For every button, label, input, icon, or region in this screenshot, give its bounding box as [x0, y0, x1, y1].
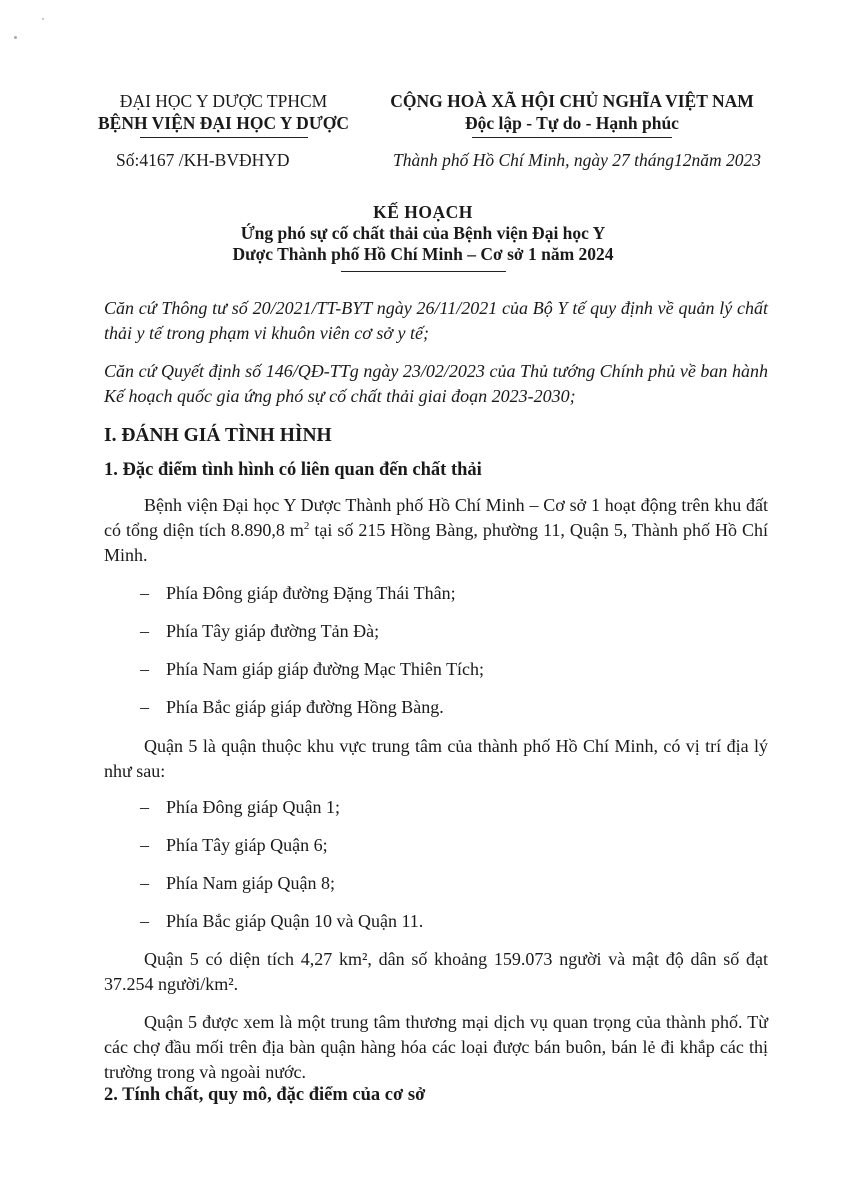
list-item-text: Phía Tây giáp Quận 6;: [166, 835, 328, 855]
national-header: [378, 90, 766, 138]
list-item-text: Phía Đông giáp đường Đặng Thái Thân;: [166, 583, 456, 603]
bullet-dash: –: [140, 873, 149, 893]
document-subtitle-line1: Ứng phó sự cố chất thải của Bệnh viện Đại học Y: [240, 223, 606, 243]
document-kind: KẾ HOẠCH: [373, 202, 473, 222]
list-item: [140, 873, 335, 894]
list-item-text: Phía Bắc giáp giáp đường Hồng Bàng.: [166, 697, 444, 717]
issue-date: Thành phố Hồ Chí Minh, ngày 27 tháng12năm 2023: [393, 150, 761, 170]
superscript: 2: [303, 520, 310, 532]
paragraph-site-text-b: tại số 215 Hồng Bàng, phường 11, Quận 5, Thành phố Hồ Chí Minh.: [104, 520, 769, 565]
document-subtitle-line2: Dược Thành phố Hồ Chí Minh – Cơ sở 1 năm 2024: [232, 244, 614, 264]
scan-speck: [14, 36, 17, 39]
issuer-block: [86, 90, 361, 138]
issuer-parent: ĐẠI HỌC Y DƯỢC TPHCM: [119, 91, 328, 111]
bullet-dash: –: [140, 621, 149, 641]
issuer-name: BỆNH VIỆN ĐẠI HỌC Y DƯỢC: [97, 113, 349, 133]
section-heading: I. ĐÁNH GIÁ TÌNH HÌNH: [104, 425, 332, 446]
list-item-text: Phía Nam giáp giáp đường Mạc Thiên Tích;: [166, 659, 485, 679]
document-number: Số:4167 /KH-BVĐHYD: [116, 150, 290, 170]
paragraph-district: Quận 5 là quận thuộc khu vực trung tâm của thành phố Hồ Chí Minh, có vị trí địa lý như sau:: [104, 736, 768, 781]
bullet-dash: –: [140, 697, 149, 717]
bullet-dash: –: [140, 583, 149, 603]
list-item: [140, 583, 456, 604]
scan-speck: [42, 18, 44, 20]
motto-underline: [472, 137, 672, 138]
legal-basis-1: Căn cứ Thông tư số 20/2021/TT-BYT ngày 26/11/2021 của Bộ Y tế quy định về quản lý chất thải y tế trong phạm vi khuôn viên cơ sở y tế;: [104, 298, 768, 343]
subsection-heading-1: 1. Đặc điểm tình hình có liên quan đến chất thải: [104, 460, 482, 480]
list-item-text: Phía Tây giáp đường Tản Đà;: [166, 621, 380, 641]
list-item: [140, 621, 379, 642]
list-item-text: Phía Nam giáp Quận 8;: [166, 873, 335, 893]
paragraph-site-text-a: Bệnh viện Đại học Y Dược Thành phố Hồ Chí Minh – Cơ sở 1 hoạt động trên khu đất có tổng diện tích 8.890,8 m: [104, 495, 768, 540]
bullet-dash: –: [140, 659, 149, 679]
list-item-text: Phía Bắc giáp Quận 10 và Quận 11.: [166, 911, 424, 931]
list-item: [140, 835, 328, 856]
paragraph-commerce: Quận 5 được xem là một trung tâm thương mại dịch vụ quan trọng của thành phố. Từ các chợ đầu mối trên địa bàn quận hàng hóa các loại được bán buôn, bán lẻ đi khắp các thị trường trong và ngoài nước.: [104, 1012, 768, 1082]
list-item: [140, 697, 444, 718]
legal-basis-2: Căn cứ Quyết định số 146/QĐ-TTg ngày 23/02/2023 của Thủ tướng Chính phủ về ban hành Kế hoạch quốc gia ứng phó sự cố chất thải giai đoạn 2023-2030;: [104, 361, 768, 406]
list-item: [140, 797, 340, 818]
nation-title: CỘNG HOÀ XÃ HỘI CHỦ NGHĨA VIỆT NAM: [390, 91, 754, 111]
title-underline: [341, 271, 506, 272]
bullet-dash: –: [140, 797, 149, 817]
subsection-heading-2: 2. Tính chất, quy mô, đặc điểm của cơ sở: [104, 1085, 426, 1105]
issuer-underline: [140, 137, 308, 138]
national-motto: Độc lập - Tự do - Hạnh phúc: [465, 113, 679, 133]
paragraph-area: Quận 5 có diện tích 4,27 km², dân số khoảng 159.073 người và mật độ dân số đạt 37.254 người/km².: [104, 949, 768, 994]
bullet-dash: –: [140, 911, 149, 931]
list-item: [140, 911, 423, 932]
document-title: [120, 202, 726, 272]
bullet-dash: –: [140, 835, 149, 855]
paragraph-site: [104, 493, 768, 568]
list-item-text: Phía Đông giáp Quận 1;: [166, 797, 340, 817]
list-item: [140, 659, 484, 680]
